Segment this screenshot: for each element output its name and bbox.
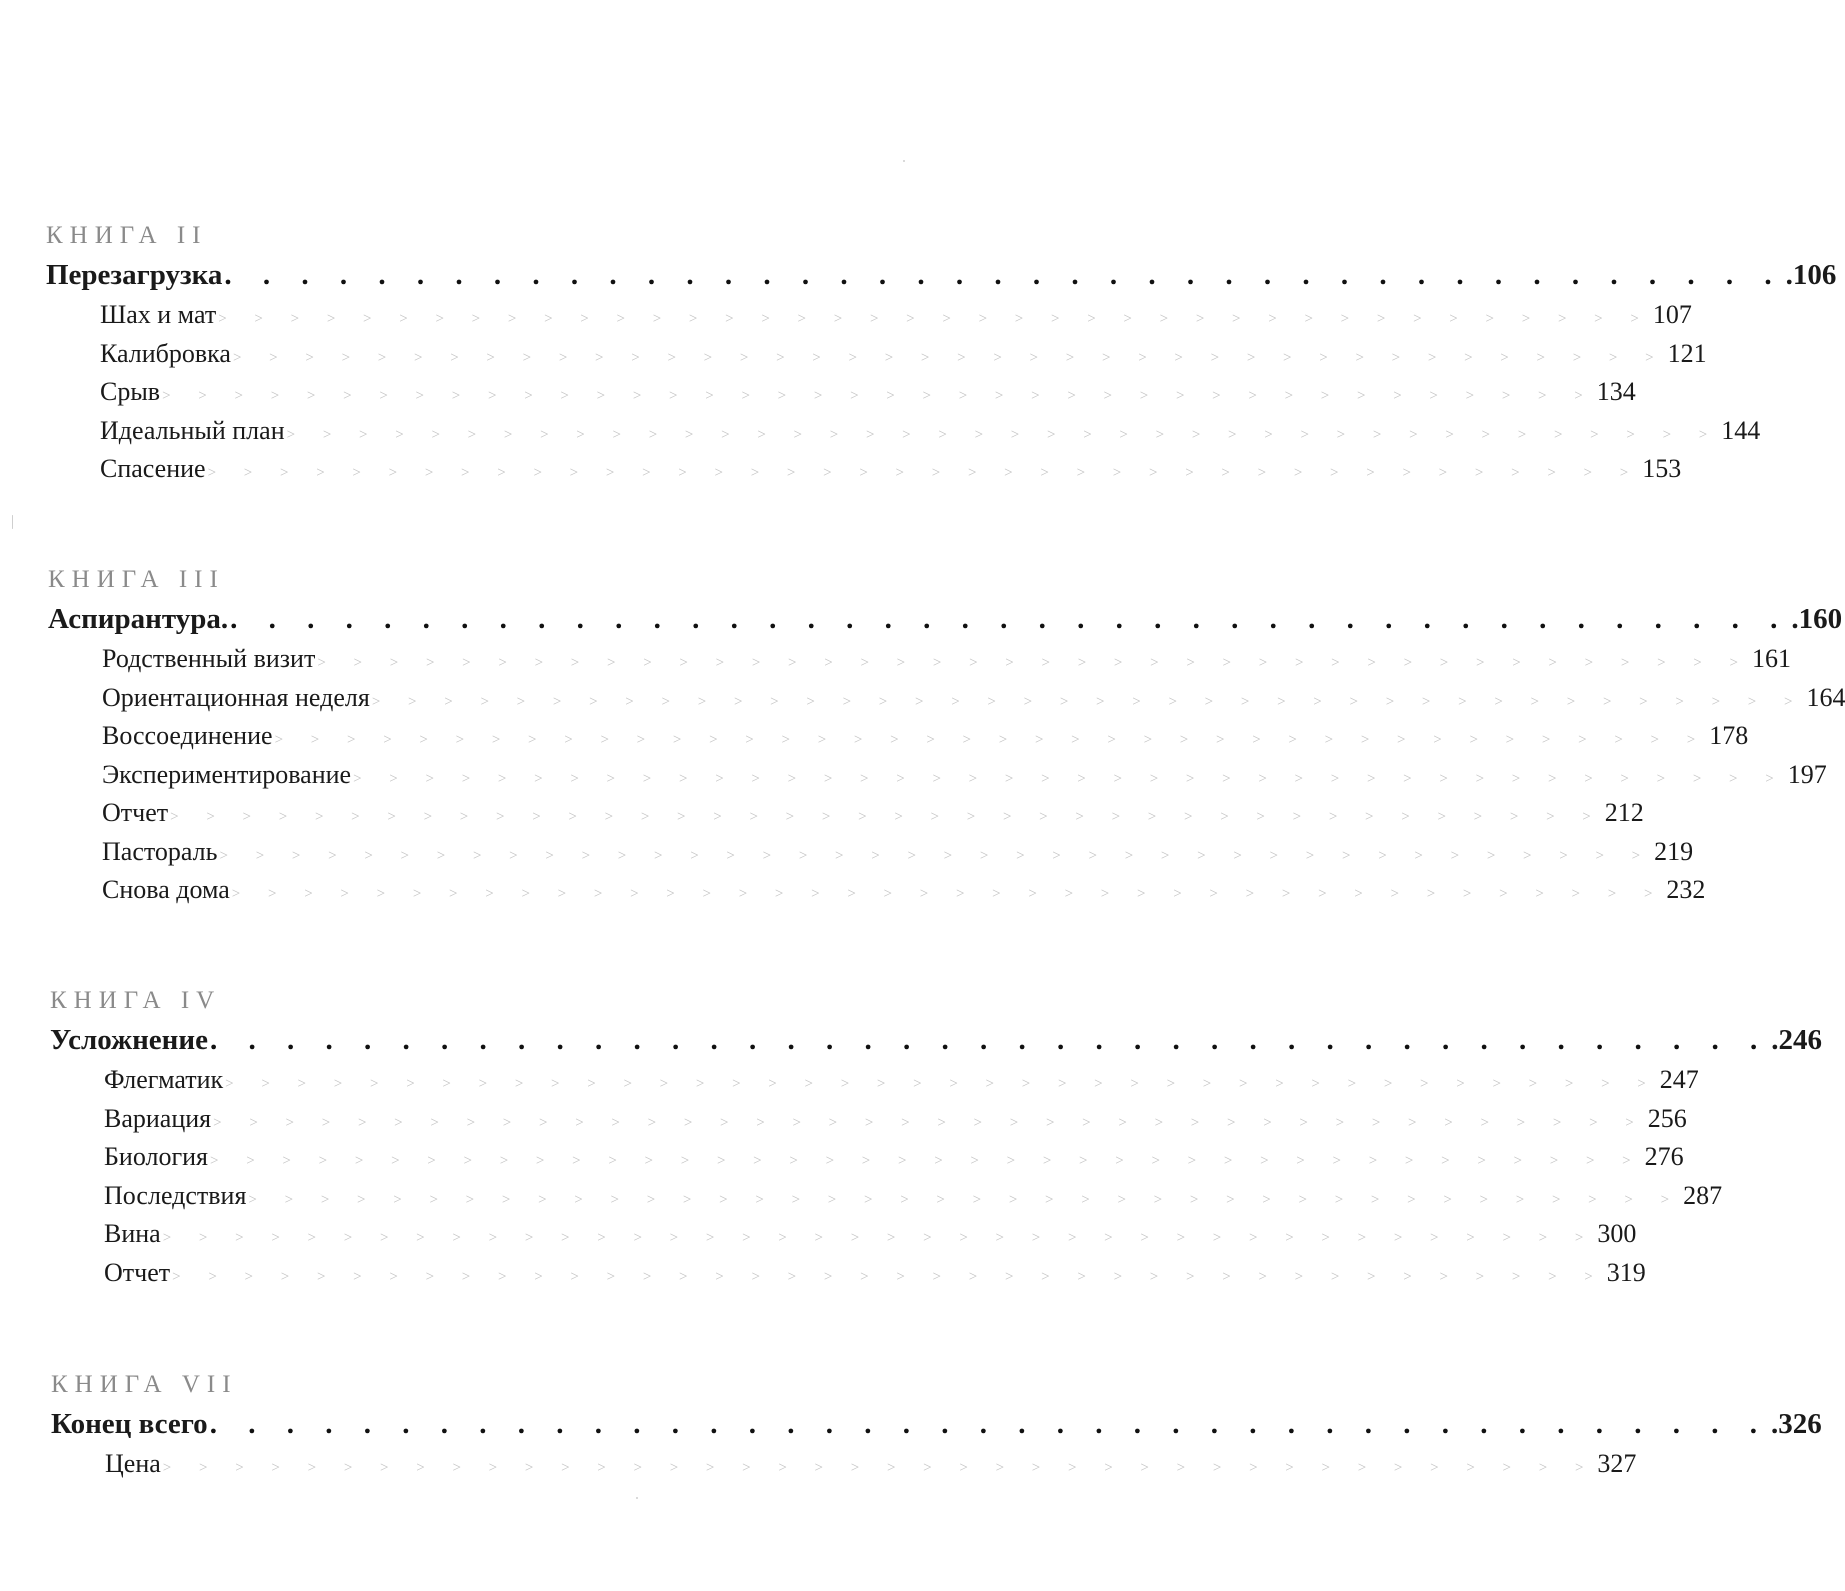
arrow-leader: > > > > > > > > > > > > > > > > > > > > > > > > > > > > > > > > > > > > > > > > — [353, 770, 1786, 787]
chapter-title: Срыв — [100, 377, 161, 406]
dot-leader: . . . . . . . . . . . . . . . . . . . . . . . . . . . . . . . . . . . . . . . . . — [209, 1024, 1770, 1056]
chapter-page-number: 164 — [1806, 682, 1845, 712]
dot-leader: . . . . . . . . . . . . . . . . . . . . . . . . . . . . . . . . . . . . . . . . . — [209, 1408, 1769, 1440]
chapter-entry[interactable] — [46, 296, 1692, 335]
book-label: КНИГА II — [46, 222, 208, 249]
chapter-page-number: 219 — [1654, 836, 1694, 866]
arrow-leader: > > > > > > > > > > > > > > > > > > > > > > > > > > > > > > > > > > > > > > > > — [232, 349, 1666, 366]
arrow-leader: > > > > > > > > > > > > > > > > > > > > > > > > > > > > > > > > > > > > > > > > — [170, 809, 1603, 825]
chapter-title: Отчет — [104, 1257, 171, 1287]
chapter-entry[interactable] — [50, 1215, 1637, 1254]
chapter-entry[interactable] — [50, 1061, 1699, 1100]
arrow-leader: > > > > > > > > > > > > > > > > > > > > > > > > > > > > > > > > > > > > > > > > — [162, 1460, 1596, 1476]
chapter-entry[interactable] — [48, 679, 1845, 718]
dot-leader: . . . . . . . . . . . . . . . . . . . . . . . . . . . . . . . . . . . . . . . . . — [224, 259, 1784, 291]
chapter-page-number: 276 — [1644, 1142, 1684, 1171]
arrow-leader: > > > > > > > > > > > > > > > > > > > > > > > > > > > > > > > > > > > > > > > > — [213, 1114, 1646, 1131]
part-page-number: .246 — [1771, 1024, 1822, 1056]
chapter-title: Вариация — [104, 1103, 212, 1133]
arrow-leader: > > > > > > > > > > > > > > > > > > > > > > > > > > > > > > > > > > > > > > > > — [274, 732, 1708, 748]
chapter-page-number: 300 — [1597, 1219, 1637, 1248]
chapter-entry[interactable] — [46, 373, 1636, 412]
chapter-page-number: 327 — [1597, 1449, 1637, 1478]
arrow-leader: > > > > > > > > > > > > > > > > > > > > > > > > > > > > > > > > > > > > > > > > — [172, 1268, 1605, 1285]
arrow-leader: > > > > > > > > > > > > > > > > > > > > > > > > > > > > > > > > > > > > > > > > — [286, 426, 1720, 443]
arrow-leader: > > > > > > > > > > > > > > > > > > > > > > > > > > > > > > > > > > > > > > > > — [218, 311, 1651, 327]
book-label: КНИГА III — [48, 566, 225, 593]
chapter-page-number: 144 — [1721, 415, 1761, 445]
chapter-title: Последствия — [104, 1180, 247, 1210]
scan-speck — [903, 160, 905, 162]
chapter-title: Отчет — [102, 798, 169, 827]
chapter-entry[interactable] — [50, 1100, 1687, 1139]
part-entry[interactable] — [46, 254, 1837, 296]
part-title: Усложнение — [50, 1024, 208, 1056]
arrow-leader: > > > > > > > > > > > > > > > > > > > > > > > > > > > > > > > > > > > > > > > > — [317, 655, 1750, 671]
arrow-leader: > > > > > > > > > > > > > > > > > > > > > > > > > > > > > > > > > > > > > > > > — [231, 886, 1665, 902]
book-label: КНИГА IV — [50, 987, 222, 1014]
chapter-title: Родственный визит — [102, 644, 316, 673]
book-section — [51, 1367, 1822, 1484]
book-section — [48, 562, 1845, 910]
part-title: Аспирантура. — [48, 603, 229, 635]
chapter-title: Калибровка — [100, 338, 231, 368]
chapter-entry[interactable] — [50, 1177, 1723, 1216]
chapter-entry[interactable] — [50, 1138, 1684, 1177]
arrow-leader: > > > > > > > > > > > > > > > > > > > > > > > > > > > > > > > > > > > > > > > > — [371, 693, 1805, 710]
chapter-page-number: 197 — [1787, 759, 1827, 789]
arrow-leader: > > > > > > > > > > > > > > > > > > > > > > > > > > > > > > > > > > > > > > > > — [225, 1076, 1658, 1092]
chapter-title: Шах и мат — [100, 300, 217, 329]
chapter-entry[interactable] — [48, 833, 1694, 872]
book-label: КНИГА VII — [51, 1371, 238, 1398]
chapter-entry[interactable] — [46, 335, 1707, 374]
chapter-page-number: 247 — [1659, 1065, 1699, 1094]
chapter-page-number: 212 — [1604, 798, 1644, 827]
dot-leader: . . . . . . . . . . . . . . . . . . . . . . . . . . . . . . . . . . . . . . . . . — [230, 603, 1790, 635]
chapter-title: Флегматик — [104, 1065, 224, 1094]
part-entry[interactable] — [48, 598, 1843, 640]
part-entry[interactable] — [50, 1019, 1822, 1061]
arrow-leader: > > > > > > > > > > > > > > > > > > > > > > > > > > > > > > > > > > > > > > > > — [162, 388, 1595, 404]
chapter-entry[interactable] — [46, 412, 1761, 451]
chapter-title: Идеальный план — [100, 415, 285, 445]
chapter-page-number: 161 — [1751, 644, 1791, 673]
chapter-title: Вина — [104, 1219, 161, 1248]
chapter-page-number: 319 — [1606, 1257, 1646, 1287]
part-entry[interactable] — [51, 1403, 1822, 1445]
chapter-entry[interactable] — [48, 871, 1706, 910]
chapter-page-number: 287 — [1683, 1180, 1723, 1210]
chapter-entry[interactable] — [48, 717, 1749, 756]
scan-speck — [636, 1497, 638, 1499]
chapter-page-number: 153 — [1642, 454, 1682, 483]
part-page-number: .106 — [1785, 259, 1837, 291]
chapter-entry[interactable] — [48, 640, 1791, 679]
chapter-page-number: 256 — [1647, 1103, 1687, 1133]
part-page-number: .326 — [1770, 1408, 1822, 1440]
arrow-leader: > > > > > > > > > > > > > > > > > > > > > > > > > > > > > > > > > > > > > > > > — [162, 1230, 1596, 1246]
chapter-page-number: 121 — [1667, 338, 1707, 368]
scan-speck — [12, 515, 13, 529]
arrow-leader: > > > > > > > > > > > > > > > > > > > > > > > > > > > > > > > > > > > > > > > > — [210, 1153, 1643, 1169]
chapter-page-number: 107 — [1652, 300, 1692, 329]
chapter-title: Цена — [105, 1449, 161, 1478]
chapter-entry[interactable] — [50, 1254, 1646, 1293]
arrow-leader: > > > > > > > > > > > > > > > > > > > > > > > > > > > > > > > > > > > > > > > > — [219, 847, 1653, 864]
chapter-entry[interactable] — [46, 450, 1682, 489]
chapter-title: Спасение — [100, 454, 206, 483]
book-section — [46, 218, 1837, 489]
chapter-title: Воссоединение — [102, 721, 273, 750]
chapter-page-number: 232 — [1666, 875, 1706, 904]
chapter-entry[interactable] — [48, 756, 1827, 795]
book-section — [50, 983, 1822, 1292]
chapter-title: Ориентационная неделя — [102, 682, 370, 712]
chapter-entry[interactable] — [51, 1445, 1637, 1484]
arrow-leader: > > > > > > > > > > > > > > > > > > > > > > > > > > > > > > > > > > > > > > > > — [207, 465, 1641, 481]
arrow-leader: > > > > > > > > > > > > > > > > > > > > > > > > > > > > > > > > > > > > > > > > — [248, 1191, 1682, 1208]
part-title: Перезагрузка — [46, 259, 223, 291]
chapter-title: Экспериментирование — [102, 759, 352, 789]
part-page-number: .160 — [1791, 603, 1843, 635]
chapter-title: Биология — [104, 1142, 209, 1171]
chapter-page-number: 178 — [1709, 721, 1749, 750]
chapter-title: Снова дома — [102, 875, 230, 904]
chapter-page-number: 134 — [1596, 377, 1636, 406]
chapter-title: Пастораль — [102, 836, 218, 866]
chapter-entry[interactable] — [48, 794, 1644, 833]
part-title: Конец всего — [51, 1408, 208, 1440]
